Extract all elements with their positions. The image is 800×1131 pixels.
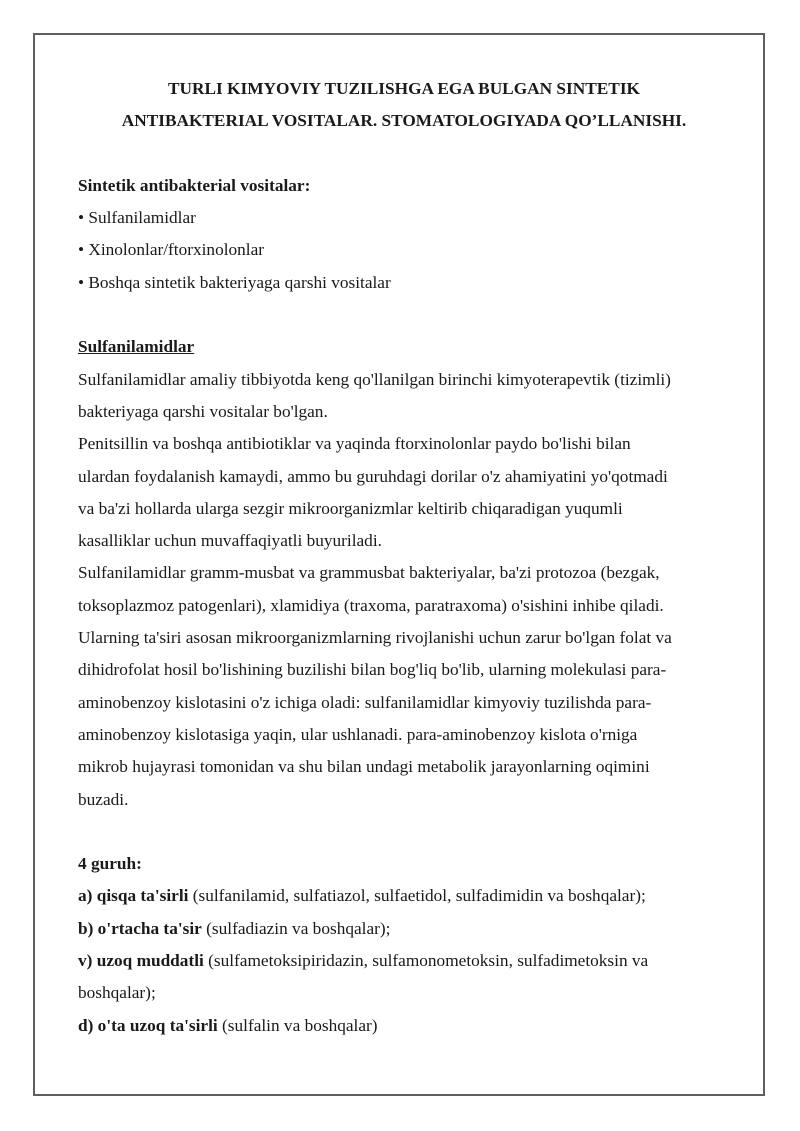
document-content [78,73,730,1042]
group-v-label: v) uzoq muddatli [78,951,204,971]
spacer [78,138,730,170]
group-a-text: (sulfanilamid, sulfatiazol, sulfaetidol, sulfadimidin va boshqalar); [188,886,646,906]
sulfa-paragraph-3 [78,557,730,815]
paragraph-line: toksoplazmoz patogenlari), xlamidiya (traxoma, paratraxoma) o'sishini inhibe qiladi. [78,595,664,615]
group-d-text: (sulfalin va boshqalar) [217,1015,378,1035]
paragraph-line: aminobenzoy kislotasini o'z ichiga oladi: sulfanilamidlar kimyoviy tuzilishda para- [78,692,652,712]
paragraph-line: Ularning ta'siri asosan mikroorganizmlarning rivojlanishi uchun zarur bo'lgan folat va [78,628,672,648]
paragraph-line: Penitsillin va boshqa antibiotiklar va yaqinda ftorxinolonlar paydo bo'lishi bilan [78,434,631,454]
synthetic-item-3: • Boshqa sintetik bakteriyaga qarshi vositalar [78,272,391,292]
paragraph-line: dihidrofolat hosil bo'lishining buzilishi bilan bog'liq bo'lib, ularning molekulasi para- [78,660,667,680]
group-b [78,913,730,945]
paragraph-line: kasalliklar uchun muvaffaqiyatli buyuriladi. [78,531,382,551]
group-v [78,945,730,977]
paragraph-line: va ba'zi hollarda ularga sezgir mikroorganizmlar keltirib chiqaradigan yuqumli [78,498,623,518]
sulfa-paragraph-2 [78,428,730,557]
paragraph-line: buzadi. [78,789,129,809]
group-v-continuation: boshqalar); [78,983,156,1003]
paragraph-line: aminobenzoy kislotasiga yaqin, ular ushlanadi. para-aminobenzoy kislota o'rniga [78,724,638,744]
group-a [78,880,730,912]
spacer [78,816,730,848]
paragraph-line: Sulfanilamidlar amaliy tibbiyotda keng qo'llanilgan birinchi kimyoterapevtik (tizimli) [78,369,671,389]
paragraph-line: ulardan foydalanish kamaydi, ammo bu guruhdagi dorilar o'z ahamiyatini yo'qotmadi [78,466,668,486]
synthetic-item-2: • Xinolonlar/ftorxinolonlar [78,240,265,260]
group-d [78,1010,730,1042]
group-d-label: d) o'ta uzoq ta'sirli [78,1015,218,1035]
groups-heading: 4 guruh: [78,854,142,874]
paragraph-line: Sulfanilamidlar gramm-musbat va grammusbat bakteriyalar, ba'zi protozoa (bezgak, [78,563,660,583]
group-v-text: (sulfametoksipiridazin, sulfamonometoksin, sulfadimetoksin va [203,951,649,971]
group-b-label: b) o'rtacha ta'sir [78,918,202,938]
synthetic-heading: Sintetik antibakterial vositalar: [78,175,311,195]
paragraph-line: bakteriyaga qarshi vositalar bo'lgan. [78,401,328,421]
title-line-2: ANTIBAKTERIAL VOSITALAR. STOMATOLOGIYADA QO’LLANISHI. [121,111,687,131]
spacer [78,299,730,331]
document-title [78,73,730,138]
group-b-text: (sulfadiazin va boshqalar); [201,918,391,938]
paragraph-line: mikrob hujayrasi tomonidan va shu bilan undagi metabolik jarayonlarning oqimini [78,757,650,777]
document-page [33,33,765,1096]
sulfa-heading: Sulfanilamidlar [78,337,195,357]
title-line-1: TURLI KIMYOVIY TUZILISHGA EGA BULGAN SINTETIK [168,79,640,98]
sulfa-paragraph-1 [78,364,730,429]
synthetic-item-1: • Sulfanilamidlar [78,208,196,228]
group-a-label: a) qisqa ta'sirli [78,886,189,906]
